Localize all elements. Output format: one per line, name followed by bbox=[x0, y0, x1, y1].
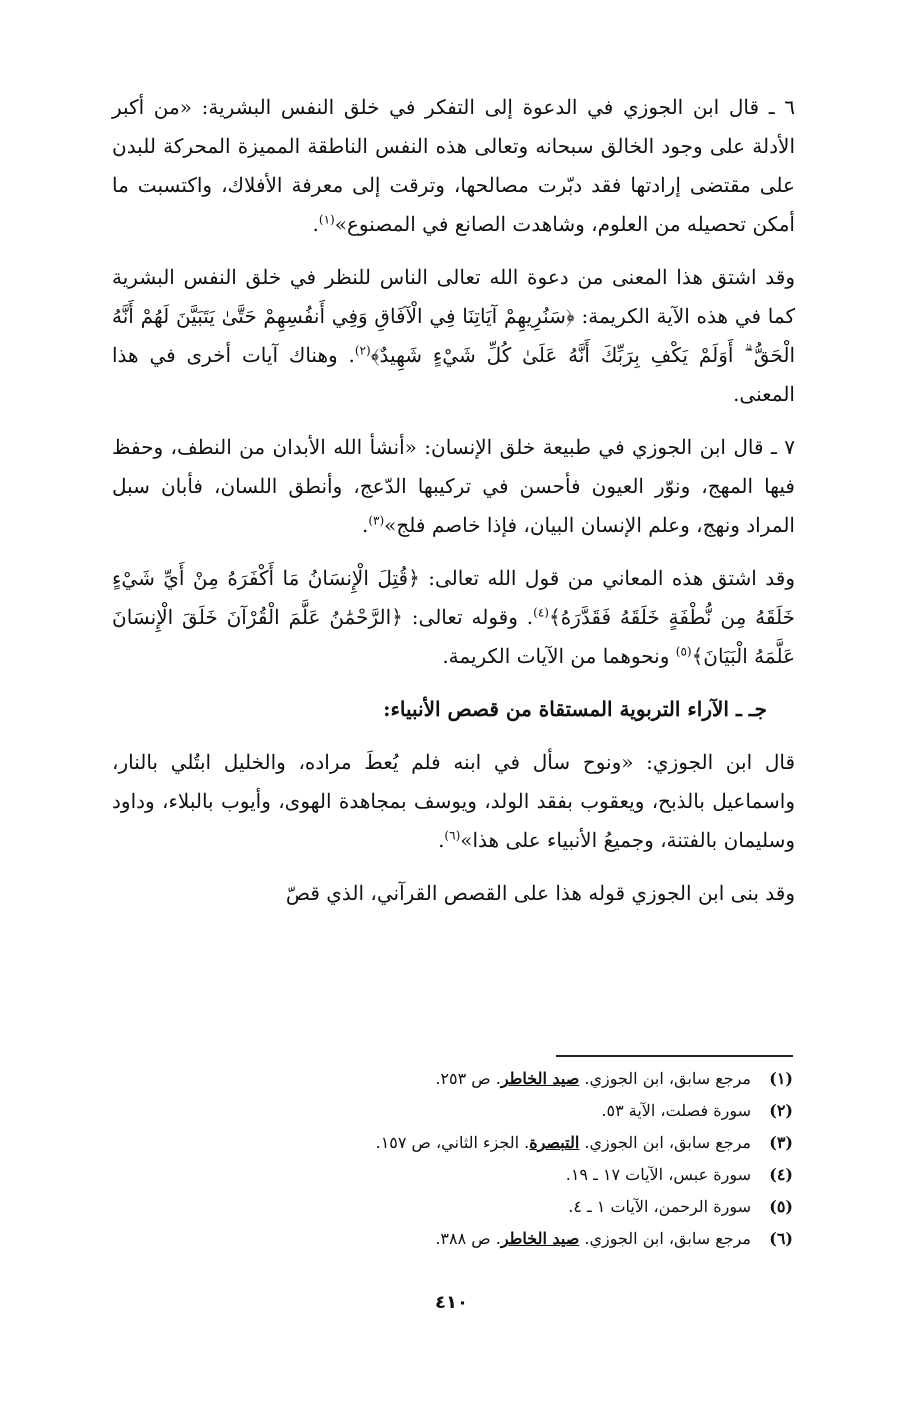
footnote-item bbox=[233, 1127, 793, 1159]
footnote-number: (١) bbox=[769, 1069, 793, 1088]
paragraph-quran-ref-2 bbox=[112, 559, 795, 676]
footnote-book-title: صيد الخاطر bbox=[500, 1069, 580, 1088]
paragraph-quran-ref-1 bbox=[112, 258, 795, 414]
footnote-item bbox=[233, 1063, 793, 1095]
paragraph-tail: . وقوله تعالى: ﴿الرَّحْمَٰنُ عَلَّمَ الْقُرْآنَ خَلَقَ الْإِنسَانَ عَلَّمَهُ الْبَيَانَ﴾ bbox=[112, 605, 795, 668]
footnote-item bbox=[233, 1159, 793, 1191]
paragraph-text: وقد بنى ابن الجوزي قوله هذا على القصص القرآني، الذي قصّ bbox=[285, 881, 795, 905]
page-body bbox=[112, 88, 795, 927]
footnote-number: (٣) bbox=[769, 1133, 793, 1152]
paragraph-text: ٦ ـ قال ابن الجوزي في الدعوة إلى التفكر في خلق النفس البشرية: «من أكبر الأدلة على وجود الخالق سبحانه وتعالى هذه النفس الناطقة المميزة المحركة للبدن على مقتضى إرادتها فقد دبّرت مصالحها، وترقت إلى معرفة الأفلاك، واكتسبت ما أمكن تحصيله من العلوم، وشاهدت الصانع في المصنوع» bbox=[112, 95, 795, 236]
section-heading: جـ ـ الآراء التربوية المستقاة من قصص الأنبياء: bbox=[383, 697, 767, 721]
footnote-text: مرجع سابق، ابن الجوزي. bbox=[579, 1229, 751, 1248]
paragraph-tail: . bbox=[312, 212, 319, 236]
paragraph-text: وقد اشتق هذه المعاني من قول الله تعالى: ﴿قُتِلَ الْإِنسَانُ مَا أَكْفَرَهُ مِنْ أَيِّ شَيْءٍ خَلَقَهُ مِن نُّطْفَةٍ خَلَقَهُ فَقَدَّرَهُ﴾ bbox=[112, 566, 796, 629]
footnote-text: مرجع سابق، ابن الجوزي. bbox=[579, 1069, 751, 1088]
footnote-text: سورة فصلت، الآية ٥٣. bbox=[601, 1101, 751, 1120]
footnote-ref: (٢) bbox=[354, 343, 371, 358]
footnote-number: (٢) bbox=[769, 1101, 793, 1120]
paragraph-prophets-quote bbox=[112, 743, 795, 860]
footnote-number: (٥) bbox=[769, 1197, 793, 1216]
footnote-ref: (٥) bbox=[675, 644, 692, 659]
footnote-ref: (٣) bbox=[368, 513, 385, 528]
footnote-text: سورة عبس، الآيات ١٧ ـ ١٩. bbox=[565, 1165, 751, 1184]
footnote-item bbox=[233, 1191, 793, 1223]
footnote-ref: (٤) bbox=[533, 605, 549, 620]
footnote-number: (٦) bbox=[769, 1229, 793, 1248]
footnote-separator bbox=[556, 1055, 793, 1057]
footnote-book-title: صيد الخاطر bbox=[500, 1229, 580, 1248]
footnote-number: (٤) bbox=[769, 1165, 793, 1184]
paragraph-point-6 bbox=[112, 88, 795, 244]
footnote-text: سورة الرحمن، الآيات ١ ـ ٤. bbox=[568, 1197, 751, 1216]
footnote-book-title: التبصرة bbox=[529, 1133, 580, 1152]
footnote-ref: (١) bbox=[318, 212, 335, 227]
paragraph-tail: . وهناك آيات أخرى في هذا المعنى. bbox=[112, 343, 795, 406]
paragraph-text: قال ابن الجوزي: «ونوح سأل في ابنه فلم يُعطَ مراده، والخليل ابتُلي بالنار، واسماعيل بالذبح، ويعقوب بفقد الولد، ويوسف بمجاهدة الهوى، وأيوب بالبلاء، وداود وسليمان بالفتنة، وجميعُ الأنبياء على هذا» bbox=[112, 750, 795, 852]
paragraph-tail: . bbox=[438, 828, 445, 852]
footnote-list bbox=[233, 1063, 793, 1255]
paragraph-point-7 bbox=[112, 428, 795, 545]
paragraph-text: ٧ ـ قال ابن الجوزي في طبيعة خلق الإنسان: «أنشأ الله الأبدان من النطف، وحفظ فيها المهج، ونوّر العيون فأحسن في تركيبها الدّعج، وأنطق اللسان، فأبان سبل المراد ونهج، وعلم الإنسان البيان، فإذا خاصم فلج» bbox=[112, 435, 795, 537]
footnote-page: . الجزء الثاني، ص ١٥٧. bbox=[375, 1133, 530, 1152]
paragraph-tail: . bbox=[361, 513, 369, 537]
footnote-ref: (٦) bbox=[444, 828, 461, 843]
paragraph-tail: ونحوهما من الآيات الكريمة. bbox=[442, 644, 676, 668]
page-number: ٤١٠ bbox=[435, 1292, 468, 1313]
paragraph-continuation bbox=[112, 874, 795, 913]
footnote-item bbox=[233, 1095, 793, 1127]
footnote-page: . ص ٢٥٣. bbox=[435, 1069, 501, 1088]
footnote-text: مرجع سابق، ابن الجوزي. bbox=[579, 1133, 751, 1152]
footnote-item bbox=[233, 1223, 793, 1255]
paragraph-text: وقد اشتق هذا المعنى من دعوة الله تعالى الناس للنظر في خلق النفس البشرية كما في هذه الآية الكريمة: ﴿سَنُرِيهِمْ آيَاتِنَا فِي الْآفَاقِ وَفِي أَنفُسِهِمْ حَتَّىٰ يَتَبَيَّنَ لَهُمْ أَنَّهُ الْحَقُّ ۗ أَوَلَمْ يَكْفِ بِرَبِّكَ أَنَّهُ عَلَىٰ كُلِّ شَيْءٍ شَهِيدٌ﴾ bbox=[112, 265, 796, 367]
footnote-page: . ص ٣٨٨. bbox=[435, 1229, 501, 1248]
